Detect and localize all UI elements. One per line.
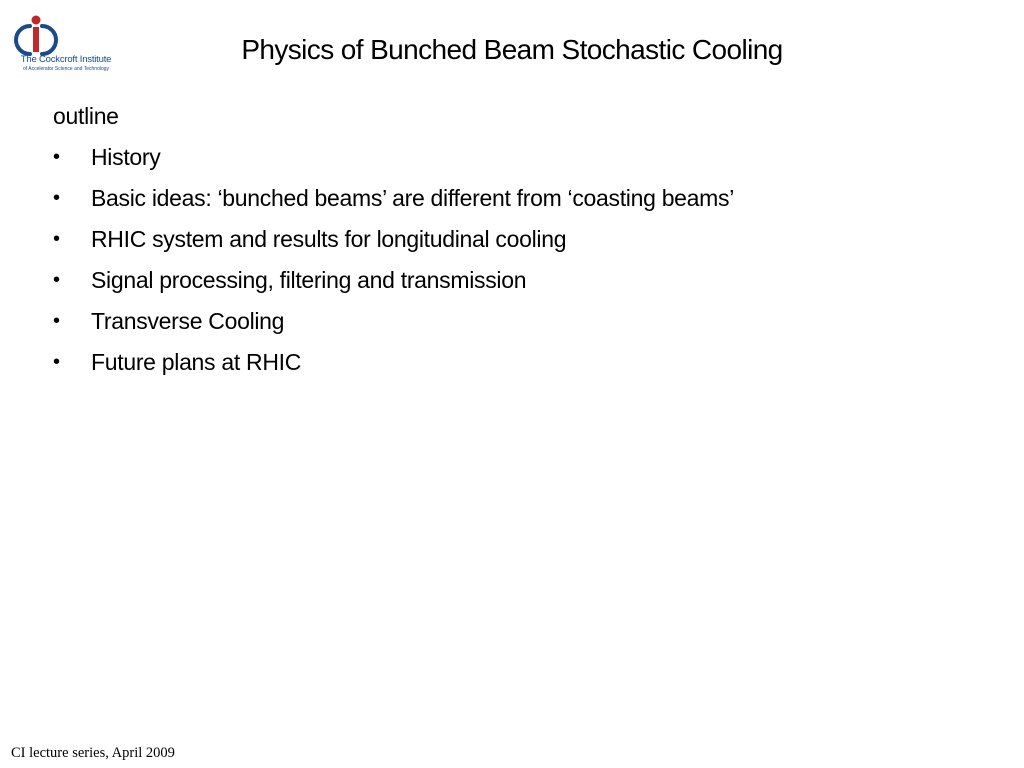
bullet-icon: •: [53, 310, 60, 332]
bullet-text: History: [91, 144, 161, 170]
logo-institute-name: The Cockcroft Institute: [20, 54, 112, 65]
outline-heading: outline: [53, 103, 119, 129]
slide-title: Physics of Bunched Beam Stochastic Cooling: [241, 34, 783, 65]
bullet-icon: •: [53, 351, 60, 373]
bullet-text: Future plans at RHIC: [91, 349, 302, 375]
logo-tagline: of Accelerator Science and Technology: [22, 66, 110, 72]
footer-text: CI lecture series, April 2009: [11, 745, 175, 761]
bullet-icon: •: [53, 228, 60, 250]
bullet-text: RHIC system and results for longitudinal cooling: [91, 226, 567, 252]
bullet-text: Basic ideas: ‘bunched beams’ are different from ‘coasting beams’: [91, 185, 735, 211]
bullet-text: Transverse Cooling: [91, 308, 285, 334]
cockcroft-emblem-icon: [12, 14, 120, 58]
bullet-icon: •: [53, 187, 60, 209]
cockcroft-institute-logo: [12, 14, 120, 76]
bullet-icon: •: [53, 269, 60, 291]
bullet-text: Signal processing, filtering and transmission: [91, 267, 527, 293]
bullet-icon: •: [53, 146, 60, 168]
